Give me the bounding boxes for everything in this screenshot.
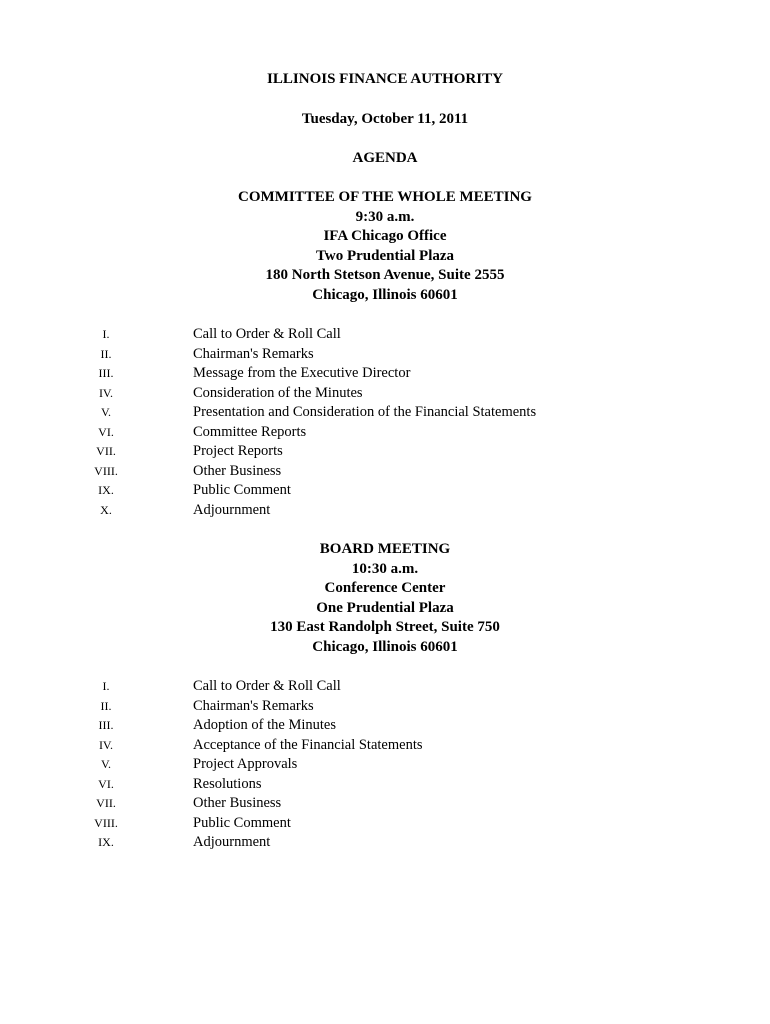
- item-number: II.: [100, 346, 112, 361]
- committee-meeting-heading: [0, 188, 770, 305]
- list-item: [0, 325, 770, 345]
- item-label: Resolutions: [193, 775, 262, 792]
- item-number: V.: [100, 405, 112, 419]
- item-label: Adjournment: [193, 834, 271, 850]
- item-number: IX.: [98, 835, 114, 849]
- item-number: IV.: [98, 737, 114, 752]
- item-label: Project Reports: [193, 443, 283, 459]
- list-item: [0, 755, 770, 775]
- board-meeting-title: BOARD MEETING: [319, 541, 451, 557]
- board-agenda-list: [0, 677, 770, 853]
- board-meeting-building: One Prudential Plaza: [316, 599, 454, 616]
- item-number: I.: [102, 327, 110, 341]
- document-type: AGENDA: [352, 150, 418, 166]
- committee-agenda-list: [0, 325, 770, 520]
- list-item: [0, 462, 770, 482]
- board-meeting-heading: [0, 540, 770, 657]
- list-item: [0, 794, 770, 814]
- list-item: [0, 697, 770, 717]
- list-item: [0, 345, 770, 365]
- item-number: VI.: [98, 776, 114, 791]
- board-meeting-time: 10:30 a.m.: [351, 560, 419, 577]
- item-number: VII.: [96, 796, 116, 810]
- organization-title: ILLINOIS FINANCE AUTHORITY: [267, 71, 503, 87]
- item-number: X.: [100, 502, 112, 517]
- item-number: VI.: [98, 424, 114, 439]
- committee-meeting-title: COMMITTEE OF THE WHOLE MEETING: [238, 189, 532, 205]
- list-item: [0, 833, 770, 853]
- item-label: Message from the Executive Director: [193, 365, 411, 381]
- list-item: [0, 423, 770, 443]
- item-label: Presentation and Consideration of the Financial Statements: [193, 404, 537, 420]
- item-number: III.: [98, 366, 114, 380]
- list-item: [0, 442, 770, 462]
- item-label: Other Business: [193, 462, 282, 479]
- committee-meeting-location: IFA Chicago Office: [323, 228, 447, 244]
- meeting-date: Tuesday, October 11, 2011: [301, 111, 469, 127]
- item-number: IX.: [98, 483, 114, 497]
- committee-meeting-city: Chicago, Illinois 60601: [312, 286, 458, 303]
- item-label: Acceptance of the Financial Statements: [193, 736, 423, 753]
- item-number: V.: [100, 757, 112, 771]
- item-label: Call to Order & Roll Call: [193, 326, 341, 342]
- item-label: Adjournment: [193, 501, 271, 518]
- committee-meeting-time: 9:30 a.m.: [355, 208, 415, 225]
- list-item: [0, 481, 770, 501]
- item-label: Public Comment: [193, 814, 291, 831]
- item-number: IV.: [98, 385, 114, 400]
- list-item: [0, 403, 770, 423]
- item-label: Adoption of the Minutes: [193, 717, 336, 733]
- list-item: [0, 501, 770, 521]
- committee-meeting-street: 180 North Stetson Avenue, Suite 2555: [265, 267, 505, 283]
- board-meeting-location: Conference Center: [324, 580, 446, 596]
- list-item: [0, 364, 770, 384]
- item-number: II.: [100, 698, 112, 713]
- item-number: I.: [102, 679, 110, 693]
- board-meeting-street: 130 East Randolph Street, Suite 750: [270, 619, 500, 635]
- list-item: [0, 384, 770, 404]
- item-label: Consideration of the Minutes: [193, 384, 363, 401]
- item-number: VII.: [96, 444, 116, 458]
- item-label: Chairman's Remarks: [193, 345, 314, 362]
- item-label: Committee Reports: [193, 423, 307, 440]
- item-label: Chairman's Remarks: [193, 697, 314, 714]
- list-item: [0, 775, 770, 795]
- list-item: [0, 736, 770, 756]
- item-number: III.: [98, 718, 114, 732]
- list-item: [0, 716, 770, 736]
- item-label: Call to Order & Roll Call: [193, 678, 341, 694]
- item-label: Other Business: [193, 795, 282, 811]
- committee-meeting-building: Two Prudential Plaza: [315, 247, 455, 264]
- item-number: VIII.: [94, 463, 118, 478]
- item-label: Public Comment: [193, 482, 291, 498]
- list-item: [0, 677, 770, 697]
- item-number: VIII.: [94, 815, 118, 830]
- item-label: Project Approvals: [193, 756, 298, 772]
- board-meeting-city: Chicago, Illinois 60601: [312, 638, 458, 655]
- list-item: [0, 814, 770, 834]
